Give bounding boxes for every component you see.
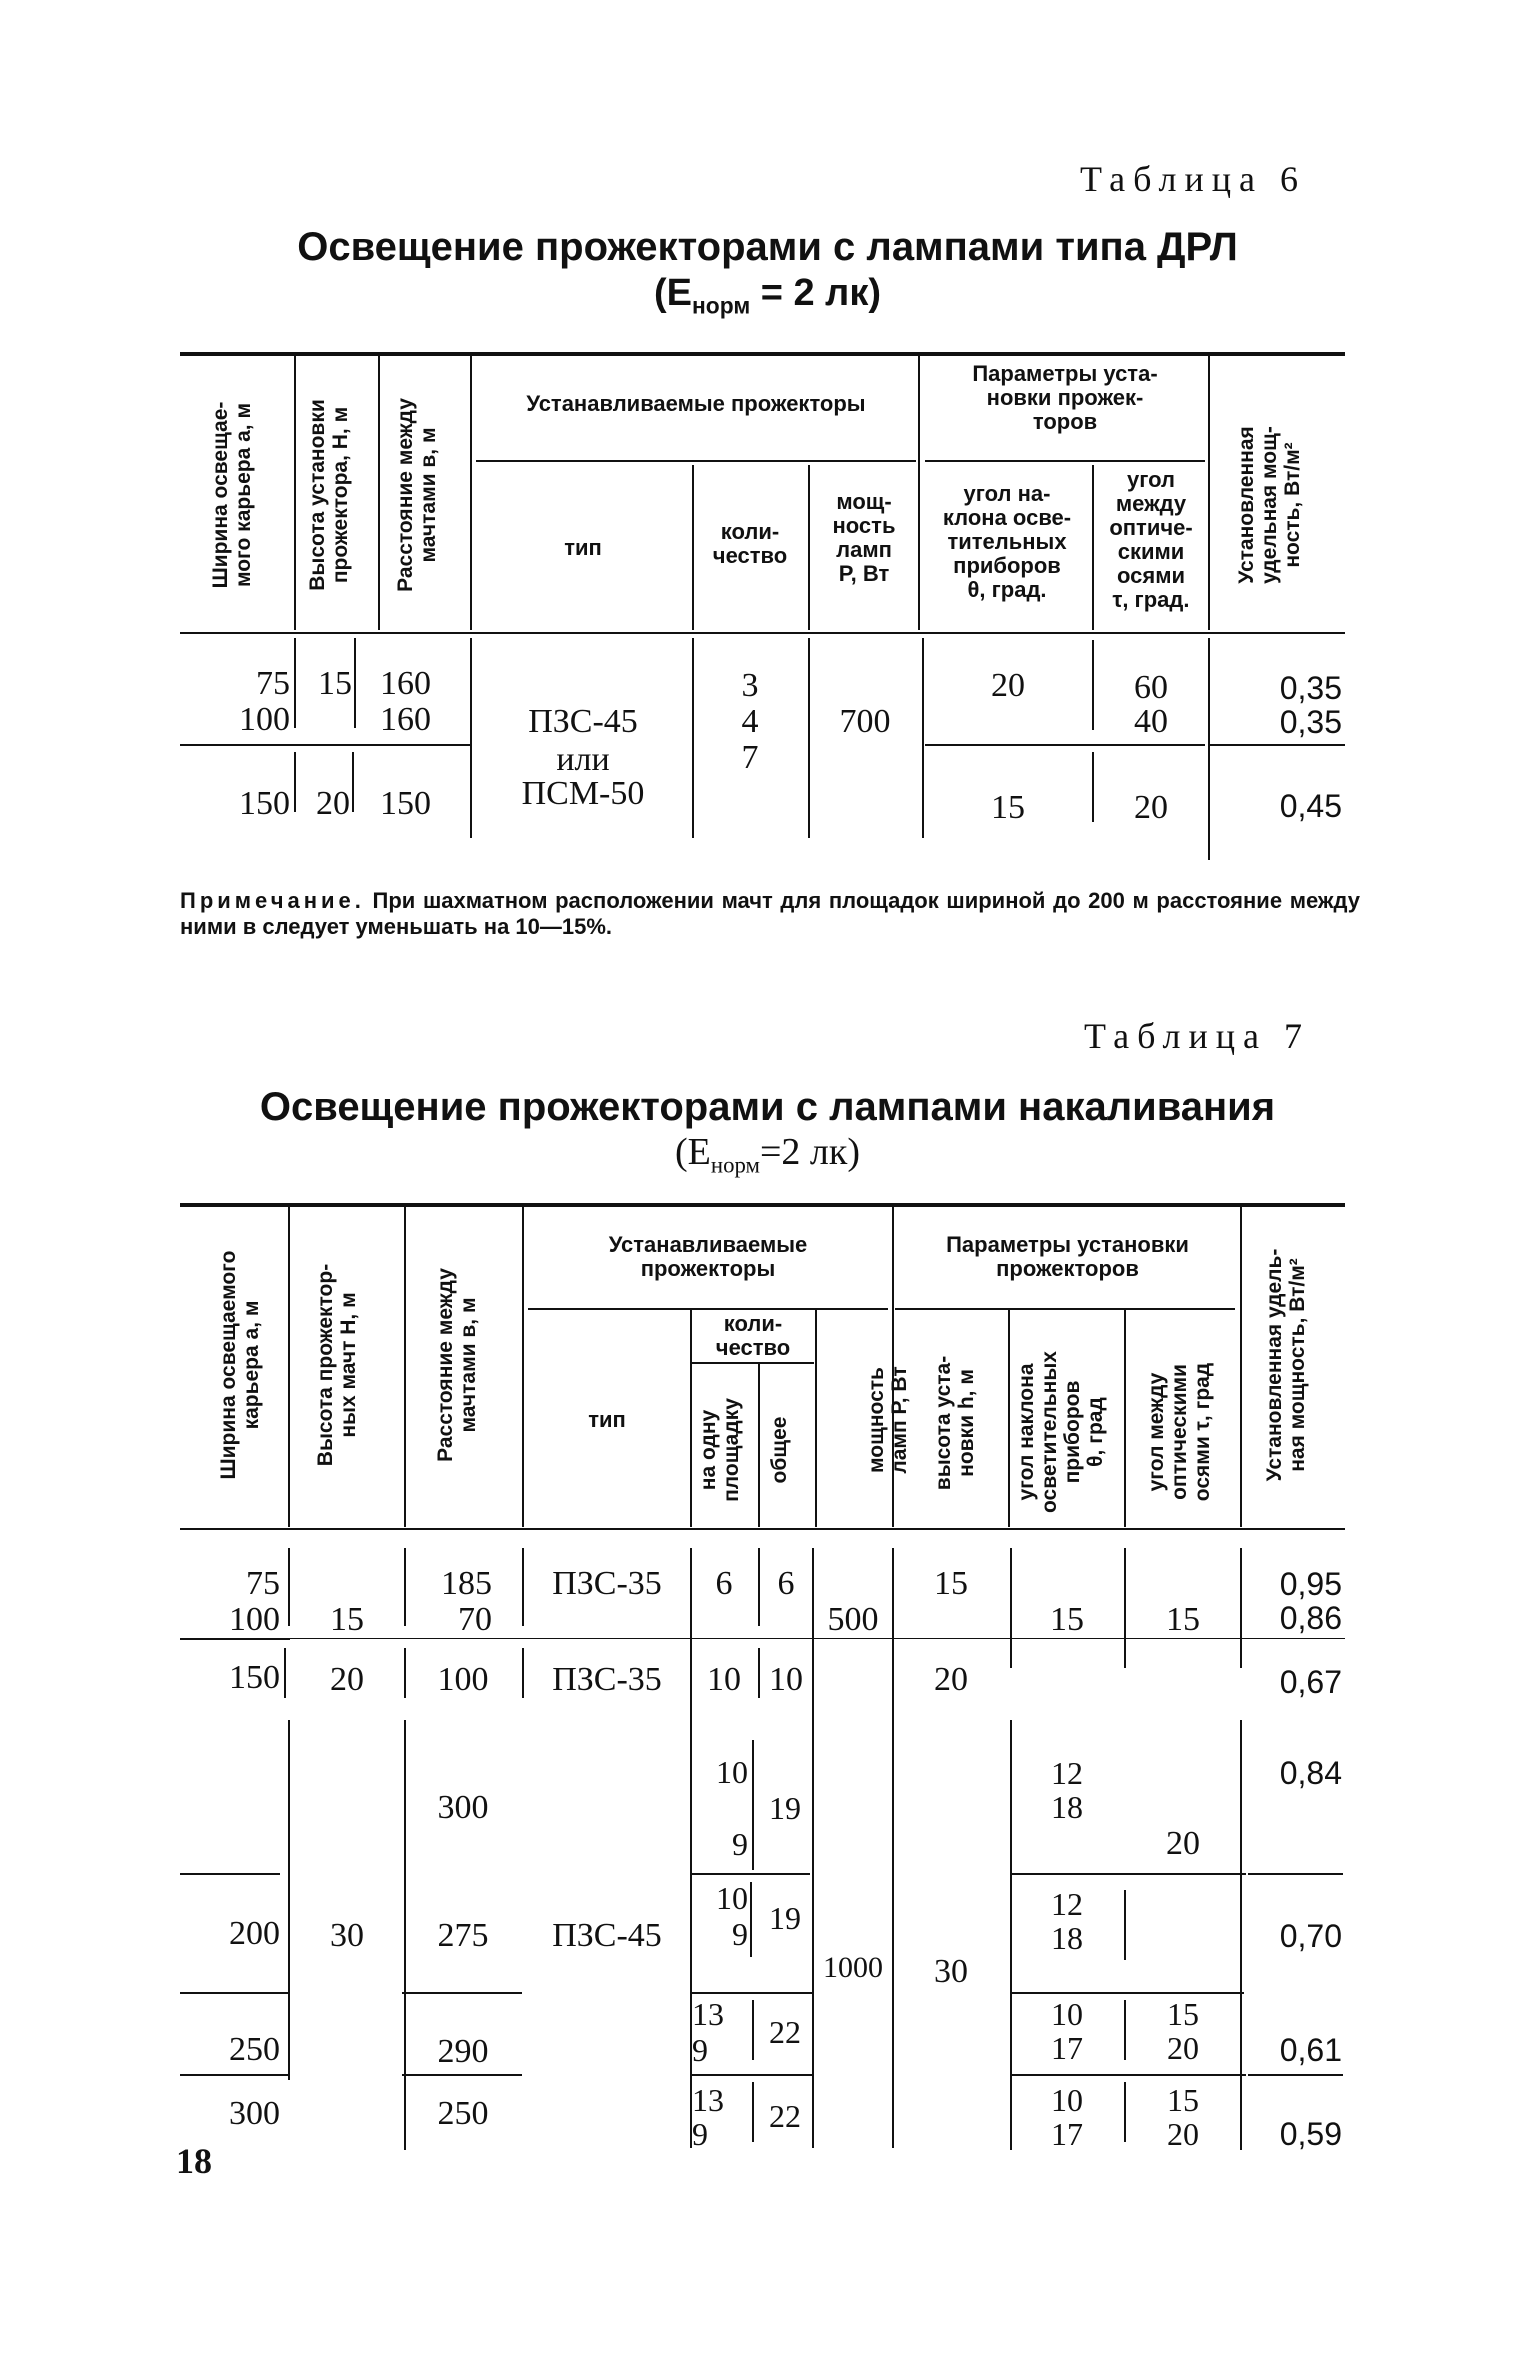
t6-header-power: мощ- ность ламп P, Вт: [832, 489, 896, 586]
t7-width-75: 75: [246, 1565, 280, 1602]
t6-power-035a: 0,35: [1279, 670, 1342, 706]
t6-axes-40: 40: [1134, 703, 1168, 740]
t6-power-035b: 0,35: [1279, 704, 1342, 740]
t7-type-pzs35b: ПЗС-35: [552, 1661, 662, 1698]
t7-header-distance: Расстояние между мачтами в, м: [434, 1268, 480, 1462]
t7-site-9b: 9: [732, 1916, 748, 1952]
t6-header-count: коли- чество: [712, 519, 788, 568]
table7-title: Освещение прожекторами с лампами накаливания: [259, 1085, 1276, 1129]
t6-distance-150: 150: [380, 785, 431, 822]
t7-power-061: 0,61: [1279, 2032, 1342, 2068]
t7-site-9d: 9: [692, 2116, 708, 2152]
table6-label: Таблица 6: [1080, 159, 1306, 199]
t7-tilt-10a: 10: [1051, 1996, 1083, 2032]
t7-distance-100: 100: [437, 1661, 489, 1698]
t7-power-067: 0,67: [1279, 1664, 1342, 1700]
t7-inst-height-15: 15: [934, 1565, 968, 1602]
t7-inst-height-20: 20: [934, 1661, 968, 1698]
t6-distance-160b: 160: [380, 701, 431, 738]
t7-header-params: Параметры установки прожекторов: [946, 1232, 1189, 1281]
t7-power-095: 0,95: [1279, 1566, 1342, 1602]
t7-power-1000: 1000: [823, 1951, 883, 1984]
t7-distance-70: 70: [458, 1601, 492, 1638]
t6-width-75: 75: [256, 665, 290, 702]
t6-header-type: тип: [564, 535, 602, 560]
t7-site-9c: 9: [692, 2032, 708, 2068]
t7-header-tilt: угол наклона осветительных приборов θ, град: [1015, 1351, 1107, 1513]
t7-distance-275: 275: [437, 1917, 489, 1954]
t7-height-30: 30: [330, 1917, 364, 1954]
t7-tilt-12a: 12: [1051, 1755, 1083, 1791]
t7-total-19b: 19: [769, 1900, 801, 1936]
t7-site-13a: 13: [692, 1996, 724, 2032]
t6-power-700: 700: [839, 703, 891, 740]
t6-type-or: или: [556, 741, 610, 778]
t6-count-4: 4: [741, 703, 759, 740]
t6-header-axes-angle: угол между оптиче- скими осями τ, град.: [1109, 467, 1193, 612]
t7-power-084: 0,84: [1279, 1755, 1342, 1791]
t7-tilt-17a: 17: [1051, 2030, 1083, 2066]
t6-count-3: 3: [741, 667, 759, 704]
t7-power-059: 0,59: [1279, 2116, 1342, 2152]
t6-height-15: 15: [318, 665, 352, 702]
t6-power-045: 0,45: [1279, 788, 1342, 824]
t7-type-pzs45: ПЗС-45: [552, 1917, 662, 1954]
t7-distance-300: 300: [437, 1789, 489, 1826]
t7-power-500: 500: [827, 1601, 879, 1638]
t7-header-power: мощность ламп P, Вт: [865, 1366, 911, 1474]
t7-axes-20b: 20: [1167, 2116, 1199, 2152]
t7-header-count: коли- чество: [715, 1311, 791, 1360]
table7-label: Таблица 7: [1084, 1016, 1310, 1056]
t6-width-150: 150: [239, 785, 290, 822]
table6-subtitle: ($Е_{норм} = 2$ лк): [654, 272, 881, 319]
t6-width-100: 100: [239, 701, 290, 738]
t7-distance-290: 290: [437, 2033, 489, 2070]
t7-axes-20a: 20: [1167, 2030, 1199, 2066]
t7-header-specific-power: Установленная удель- ная мощность, Вт/м²: [1263, 1248, 1309, 1482]
t7-total-10: 10: [769, 1661, 803, 1698]
t7-header-width: Ширина освещаемого карьера a, м: [217, 1250, 263, 1480]
t6-header-projectors: Устанавливаемые прожекторы: [526, 391, 866, 416]
t7-header-projectors: Устанавливаемые прожекторы: [608, 1232, 808, 1281]
t7-site-13b: 13: [692, 2082, 724, 2118]
t7-width-300: 300: [229, 2095, 280, 2132]
t7-site-10a: 10: [716, 1754, 748, 1790]
t7-distance-250: 250: [437, 2095, 489, 2132]
t6-header-height: Высота установки прожектора, H, м: [306, 399, 352, 591]
t6-type-2: ПСМ-50: [521, 775, 645, 812]
t7-width-150: 150: [229, 1659, 280, 1696]
t7-tilt-10b: 10: [1051, 2082, 1083, 2118]
t7-axes-15: 15: [1166, 1601, 1200, 1638]
t7-axes-20: 20: [1166, 1825, 1200, 1862]
t7-header-type: тип: [588, 1407, 626, 1432]
t7-total-22a: 22: [769, 2014, 801, 2050]
t7-inst-height-30: 30: [934, 1953, 968, 1990]
t7-tilt-15: 15: [1050, 1601, 1084, 1638]
t6-header-params: Параметры уста- новки прожек- торов: [972, 361, 1158, 434]
t7-tilt-17b: 17: [1051, 2116, 1083, 2152]
t7-width-100: 100: [229, 1601, 280, 1638]
t6-axes-20: 20: [1134, 789, 1168, 826]
t6-count-7: 7: [741, 739, 759, 776]
t7-distance-185: 185: [441, 1565, 492, 1602]
page-number: 18: [176, 2141, 212, 2181]
t7-tilt-12b: 12: [1051, 1886, 1083, 1922]
t6-header-width: Ширина освещае- мого карьера a, м: [209, 401, 255, 589]
table6-title: Освещение прожекторами с лампами типа ДРЛ: [297, 225, 1238, 269]
t7-total-6: 6: [777, 1565, 795, 1602]
t6-header-specific-power: Установленная удельная мощ- ность, Вт/м²: [1235, 426, 1304, 584]
t7-power-086: 0,86: [1279, 1600, 1342, 1636]
t7-height-15: 15: [330, 1601, 364, 1638]
t6-tilt-20: 20: [991, 667, 1025, 704]
t7-site-10: 10: [707, 1661, 741, 1698]
t7-width-200: 200: [229, 1915, 280, 1952]
t7-header-inst-height: высота уста- новки h, м: [932, 1355, 978, 1491]
table6-note: Примечание. При шахматном расположении мачт для площадок шириной до 200 м расстояние между ними в следует уменьшать на 10—15%.: [180, 888, 1360, 939]
t6-header-tilt: угол на- клона осве- тительных приборов θ, град.: [942, 481, 1072, 602]
t7-width-250: 250: [229, 2031, 280, 2068]
t7-total-19a: 19: [769, 1790, 801, 1826]
t6-distance-160a: 160: [380, 665, 431, 702]
t7-axes-15a: 15: [1167, 1996, 1199, 2032]
t6-type-1: ПЗС-45: [528, 703, 638, 740]
t7-header-axes-angle: угол между оптическими осями τ, град: [1145, 1362, 1214, 1502]
t7-height-20: 20: [330, 1661, 364, 1698]
t6-height-20: 20: [316, 785, 350, 822]
t7-header-height: Высота прожектор- ных мачт H, м: [314, 1263, 360, 1467]
t7-axes-15b: 15: [1167, 2082, 1199, 2118]
t6-axes-60: 60: [1134, 669, 1168, 706]
t7-header-per-site: на одну площадку: [697, 1398, 743, 1502]
t7-type-pzs35a: ПЗС-35: [552, 1565, 662, 1602]
t7-site-6: 6: [715, 1565, 733, 1602]
t6-tilt-15: 15: [991, 789, 1025, 826]
t7-site-10b: 10: [716, 1880, 748, 1916]
t7-header-total: общее: [768, 1416, 791, 1484]
t7-tilt-18a: 18: [1051, 1789, 1083, 1825]
table7-subtitle: ($Е_{норм}=2$ лк): [675, 1131, 860, 1178]
t7-total-22b: 22: [769, 2098, 801, 2134]
t7-power-070: 0,70: [1279, 1918, 1342, 1954]
t7-site-9a: 9: [732, 1826, 748, 1862]
t6-header-distance: Расстояние между мачтами в, м: [394, 398, 440, 592]
t7-tilt-18b: 18: [1051, 1920, 1083, 1956]
